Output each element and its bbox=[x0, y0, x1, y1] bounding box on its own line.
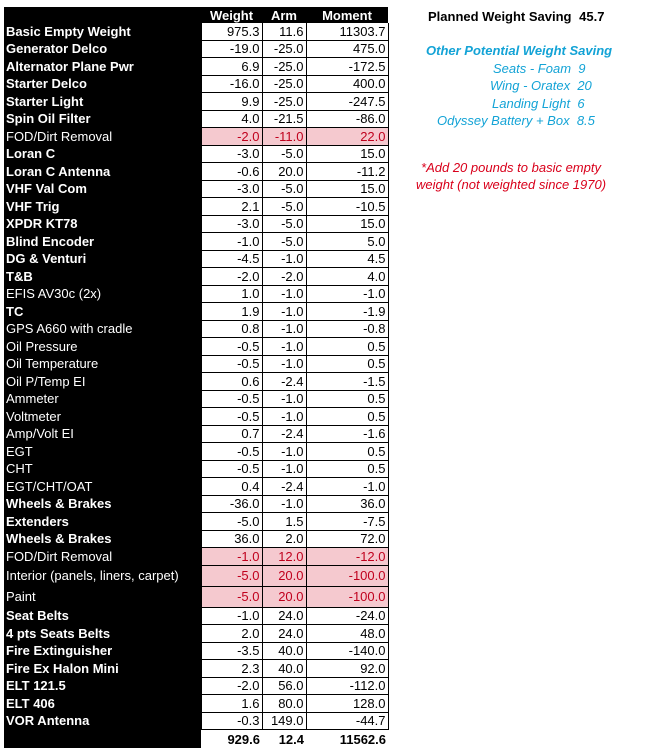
weight-cell: 4.0 bbox=[201, 110, 262, 128]
header-arm: Arm bbox=[262, 7, 306, 23]
moment-cell: -1.5 bbox=[306, 373, 388, 391]
table-body bbox=[4, 23, 388, 730]
potential-item-value: 8.5 bbox=[576, 113, 595, 128]
table-row bbox=[4, 408, 388, 426]
moment-cell: -10.5 bbox=[306, 198, 388, 216]
weight-cell: -1.0 bbox=[201, 548, 262, 566]
item-cell: Wheels & Brakes bbox=[4, 530, 201, 548]
arm-cell: 20.0 bbox=[262, 565, 306, 586]
total-moment: 11562.6 bbox=[339, 731, 386, 747]
header-weight: Weight bbox=[201, 7, 262, 23]
arm-cell: 40.0 bbox=[262, 660, 306, 678]
arm-cell: -1.0 bbox=[262, 495, 306, 513]
weight-cell: -0.5 bbox=[201, 338, 262, 356]
moment-cell: -112.0 bbox=[306, 677, 388, 695]
table-row bbox=[4, 495, 388, 513]
item-cell: Loran C bbox=[4, 145, 201, 163]
arm-cell: -5.0 bbox=[262, 233, 306, 251]
table-row bbox=[4, 460, 388, 478]
weight-cell: -3.0 bbox=[201, 145, 262, 163]
item-cell: Basic Empty Weight bbox=[4, 23, 201, 40]
weight-cell: 0.6 bbox=[201, 373, 262, 391]
table-row bbox=[4, 250, 388, 268]
arm-cell: -1.0 bbox=[262, 460, 306, 478]
weight-cell: -0.5 bbox=[201, 408, 262, 426]
weight-cell: 6.9 bbox=[201, 58, 262, 76]
table-row bbox=[4, 163, 388, 181]
arm-cell: 20.0 bbox=[262, 586, 306, 607]
item-cell: Seat Belts bbox=[4, 607, 201, 625]
table-row bbox=[4, 198, 388, 216]
table-row bbox=[4, 586, 388, 607]
weight-cell: 2.0 bbox=[201, 625, 262, 643]
potential-item bbox=[490, 78, 592, 93]
arm-cell: -25.0 bbox=[262, 58, 306, 76]
potential-item bbox=[492, 96, 585, 111]
item-cell: VHF Trig bbox=[4, 198, 201, 216]
weight-cell: 1.0 bbox=[201, 285, 262, 303]
item-cell: EGT bbox=[4, 443, 201, 461]
item-cell: Oil Pressure bbox=[4, 338, 201, 356]
moment-cell: 400.0 bbox=[306, 75, 388, 93]
item-cell: Blind Encoder bbox=[4, 233, 201, 251]
weight-cell: -36.0 bbox=[201, 495, 262, 513]
moment-cell: 4.0 bbox=[306, 268, 388, 286]
potential-item bbox=[493, 61, 586, 76]
table-row bbox=[4, 75, 388, 93]
moment-cell: -12.0 bbox=[306, 548, 388, 566]
table-row bbox=[4, 677, 388, 695]
moment-cell: 11303.7 bbox=[306, 23, 388, 40]
item-cell: TC bbox=[4, 303, 201, 321]
weight-cell: 1.6 bbox=[201, 695, 262, 713]
weight-cell: -2.0 bbox=[201, 128, 262, 146]
moment-cell: -1.0 bbox=[306, 285, 388, 303]
item-cell: GPS A660 with cradle bbox=[4, 320, 201, 338]
arm-cell: 80.0 bbox=[262, 695, 306, 713]
moment-cell: 15.0 bbox=[306, 180, 388, 198]
arm-cell: 2.0 bbox=[262, 530, 306, 548]
arm-cell: -1.0 bbox=[262, 320, 306, 338]
table-row bbox=[4, 478, 388, 496]
arm-cell: -2.4 bbox=[262, 425, 306, 443]
moment-cell: 0.5 bbox=[306, 460, 388, 478]
moment-cell: 72.0 bbox=[306, 530, 388, 548]
totals-row bbox=[4, 730, 388, 749]
moment-cell: 475.0 bbox=[306, 40, 388, 58]
weight-cell: -3.5 bbox=[201, 642, 262, 660]
weight-cell: 0.8 bbox=[201, 320, 262, 338]
table-row bbox=[4, 233, 388, 251]
weight-cell: -4.5 bbox=[201, 250, 262, 268]
item-cell: Fire Ex Halon Mini bbox=[4, 660, 201, 678]
weight-cell: -0.5 bbox=[201, 390, 262, 408]
arm-cell: 1.5 bbox=[262, 513, 306, 531]
arm-cell: -5.0 bbox=[262, 215, 306, 233]
planned-label: Planned Weight Saving bbox=[428, 9, 572, 24]
item-cell: XPDR KT78 bbox=[4, 215, 201, 233]
weight-cell: 36.0 bbox=[201, 530, 262, 548]
item-cell: Oil Temperature bbox=[4, 355, 201, 373]
weight-cell: -5.0 bbox=[201, 565, 262, 586]
empty-weight-note: *Add 20 pounds to basic empty weight (not weighted since 1970) bbox=[415, 160, 607, 192]
arm-cell: -2.4 bbox=[262, 373, 306, 391]
item-cell: EFIS AV30c (2x) bbox=[4, 285, 201, 303]
moment-cell: -44.7 bbox=[306, 712, 388, 730]
header-moment: Moment bbox=[306, 7, 388, 23]
item-cell: T&B bbox=[4, 268, 201, 286]
item-cell: FOD/Dirt Removal bbox=[4, 128, 201, 146]
weight-balance-table bbox=[4, 7, 389, 748]
weight-cell: -16.0 bbox=[201, 75, 262, 93]
item-cell: ELT 121.5 bbox=[4, 677, 201, 695]
item-cell: Starter Light bbox=[4, 93, 201, 111]
arm-cell: -1.0 bbox=[262, 338, 306, 356]
item-cell: CHT bbox=[4, 460, 201, 478]
weight-cell: -5.0 bbox=[201, 586, 262, 607]
table-row bbox=[4, 712, 388, 730]
table-row bbox=[4, 320, 388, 338]
arm-cell: 24.0 bbox=[262, 625, 306, 643]
arm-cell: -1.0 bbox=[262, 443, 306, 461]
item-cell: Generator Delco bbox=[4, 40, 201, 58]
item-cell: 4 pts Seats Belts bbox=[4, 625, 201, 643]
arm-cell: -21.5 bbox=[262, 110, 306, 128]
moment-cell: 22.0 bbox=[306, 128, 388, 146]
moment-cell: 48.0 bbox=[306, 625, 388, 643]
arm-cell: -25.0 bbox=[262, 93, 306, 111]
moment-cell: 36.0 bbox=[306, 495, 388, 513]
table-row bbox=[4, 530, 388, 548]
weight-cell: -2.0 bbox=[201, 677, 262, 695]
weight-cell: 2.3 bbox=[201, 660, 262, 678]
arm-cell: -1.0 bbox=[262, 250, 306, 268]
arm-cell: 149.0 bbox=[262, 712, 306, 730]
moment-cell: -7.5 bbox=[306, 513, 388, 531]
item-cell: VOR Antenna bbox=[4, 712, 201, 730]
item-cell: Paint bbox=[4, 586, 201, 607]
potential-item-value: 20 bbox=[577, 78, 592, 93]
moment-cell: -1.9 bbox=[306, 303, 388, 321]
moment-cell: -86.0 bbox=[306, 110, 388, 128]
moment-cell: -24.0 bbox=[306, 607, 388, 625]
item-cell: Fire Extinguisher bbox=[4, 642, 201, 660]
moment-cell: -100.0 bbox=[306, 565, 388, 586]
item-cell: Ammeter bbox=[4, 390, 201, 408]
weight-cell: 0.4 bbox=[201, 478, 262, 496]
arm-cell: 24.0 bbox=[262, 607, 306, 625]
item-cell: Extenders bbox=[4, 513, 201, 531]
weight-cell: -19.0 bbox=[201, 40, 262, 58]
table-row bbox=[4, 390, 388, 408]
moment-cell: 4.5 bbox=[306, 250, 388, 268]
potential-item bbox=[437, 113, 595, 128]
table-row bbox=[4, 513, 388, 531]
moment-cell: 0.5 bbox=[306, 408, 388, 426]
moment-cell: -11.2 bbox=[306, 163, 388, 181]
arm-cell: 12.0 bbox=[262, 548, 306, 566]
table-row bbox=[4, 695, 388, 713]
moment-cell: 92.0 bbox=[306, 660, 388, 678]
potential-item-value: 6 bbox=[577, 96, 585, 111]
potential-item-value: 9 bbox=[578, 61, 586, 76]
table-row bbox=[4, 128, 388, 146]
moment-cell: -100.0 bbox=[306, 586, 388, 607]
item-cell: ELT 406 bbox=[4, 695, 201, 713]
item-cell: EGT/CHT/OAT bbox=[4, 478, 201, 496]
table-row bbox=[4, 180, 388, 198]
table-row bbox=[4, 215, 388, 233]
total-weight: 929.6 bbox=[227, 731, 260, 747]
table-row bbox=[4, 23, 388, 40]
weight-cell: -3.0 bbox=[201, 215, 262, 233]
table-row bbox=[4, 355, 388, 373]
arm-cell: 56.0 bbox=[262, 677, 306, 695]
moment-cell: -172.5 bbox=[306, 58, 388, 76]
potential-item-label: Seats - Foam bbox=[493, 61, 572, 76]
table-header-row bbox=[4, 7, 388, 23]
arm-cell: 11.6 bbox=[262, 23, 306, 40]
arm-cell: 20.0 bbox=[262, 163, 306, 181]
moment-cell: -140.0 bbox=[306, 642, 388, 660]
arm-cell: 40.0 bbox=[262, 642, 306, 660]
potential-item-label: Landing Light bbox=[492, 96, 571, 111]
item-cell: Interior (panels, liners, carpet) bbox=[4, 565, 201, 586]
table-row bbox=[4, 548, 388, 566]
weight-cell: -2.0 bbox=[201, 268, 262, 286]
moment-cell: -0.8 bbox=[306, 320, 388, 338]
table-row bbox=[4, 565, 388, 586]
arm-cell: -1.0 bbox=[262, 285, 306, 303]
moment-cell: 128.0 bbox=[306, 695, 388, 713]
moment-cell: 5.0 bbox=[306, 233, 388, 251]
moment-cell: 0.5 bbox=[306, 338, 388, 356]
weight-cell: -0.3 bbox=[201, 712, 262, 730]
weight-cell: -3.0 bbox=[201, 180, 262, 198]
item-cell: Voltmeter bbox=[4, 408, 201, 426]
item-cell: Oil P/Temp EI bbox=[4, 373, 201, 391]
table-row bbox=[4, 110, 388, 128]
totals-label-cell bbox=[4, 730, 201, 749]
weight-cell: -0.5 bbox=[201, 355, 262, 373]
moment-cell: 0.5 bbox=[306, 355, 388, 373]
arm-cell: -5.0 bbox=[262, 145, 306, 163]
weight-cell: 2.1 bbox=[201, 198, 262, 216]
item-cell: Loran C Antenna bbox=[4, 163, 201, 181]
arm-cell: -2.4 bbox=[262, 478, 306, 496]
table-row bbox=[4, 268, 388, 286]
potential-item-label: Wing - Oratex bbox=[490, 78, 571, 93]
weight-cell: 0.7 bbox=[201, 425, 262, 443]
arm-cell: -2.0 bbox=[262, 268, 306, 286]
table-row bbox=[4, 443, 388, 461]
weight-cell: -1.0 bbox=[201, 607, 262, 625]
moment-cell: 0.5 bbox=[306, 390, 388, 408]
weight-cell: -0.6 bbox=[201, 163, 262, 181]
weight-cell: 975.3 bbox=[201, 23, 262, 40]
arm-cell: -25.0 bbox=[262, 40, 306, 58]
weight-cell: 1.9 bbox=[201, 303, 262, 321]
table-row bbox=[4, 607, 388, 625]
table-row bbox=[4, 373, 388, 391]
item-cell: Starter Delco bbox=[4, 75, 201, 93]
weight-cell: 9.9 bbox=[201, 93, 262, 111]
table-row bbox=[4, 338, 388, 356]
potential-saving-title: Other Potential Weight Saving bbox=[426, 43, 613, 58]
moment-cell: 15.0 bbox=[306, 145, 388, 163]
table-row bbox=[4, 145, 388, 163]
arm-cell: -5.0 bbox=[262, 198, 306, 216]
item-cell: FOD/Dirt Removal bbox=[4, 548, 201, 566]
table-row bbox=[4, 625, 388, 643]
weight-cell: -5.0 bbox=[201, 513, 262, 531]
arm-cell: -25.0 bbox=[262, 75, 306, 93]
moment-cell: 0.5 bbox=[306, 443, 388, 461]
weight-cell: -0.5 bbox=[201, 460, 262, 478]
item-cell: Alternator Plane Pwr bbox=[4, 58, 201, 76]
arm-cell: -5.0 bbox=[262, 180, 306, 198]
table-row bbox=[4, 425, 388, 443]
item-cell: Wheels & Brakes bbox=[4, 495, 201, 513]
arm-cell: -11.0 bbox=[262, 128, 306, 146]
item-cell: DG & Venturi bbox=[4, 250, 201, 268]
moment-cell: 15.0 bbox=[306, 215, 388, 233]
arm-cell: -1.0 bbox=[262, 355, 306, 373]
planned-value: 45.7 bbox=[579, 9, 605, 24]
moment-cell: -1.0 bbox=[306, 478, 388, 496]
arm-cell: -1.0 bbox=[262, 408, 306, 426]
table-row bbox=[4, 642, 388, 660]
table-row bbox=[4, 40, 388, 58]
table-row bbox=[4, 93, 388, 111]
arm-cell: -1.0 bbox=[262, 390, 306, 408]
table-row bbox=[4, 660, 388, 678]
weight-cell: -1.0 bbox=[201, 233, 262, 251]
table-row bbox=[4, 58, 388, 76]
item-cell: VHF Val Com bbox=[4, 180, 201, 198]
header-item bbox=[4, 7, 201, 23]
table-row bbox=[4, 303, 388, 321]
weight-cell: -0.5 bbox=[201, 443, 262, 461]
moment-cell: -1.6 bbox=[306, 425, 388, 443]
arm-cell: -1.0 bbox=[262, 303, 306, 321]
total-arm: 12.4 bbox=[278, 731, 304, 747]
item-cell: Amp/Volt EI bbox=[4, 425, 201, 443]
moment-cell: -247.5 bbox=[306, 93, 388, 111]
table-row bbox=[4, 285, 388, 303]
potential-item-label: Odyssey Battery + Box bbox=[437, 113, 570, 128]
planned-weight-saving bbox=[428, 9, 604, 24]
item-cell: Spin Oil Filter bbox=[4, 110, 201, 128]
